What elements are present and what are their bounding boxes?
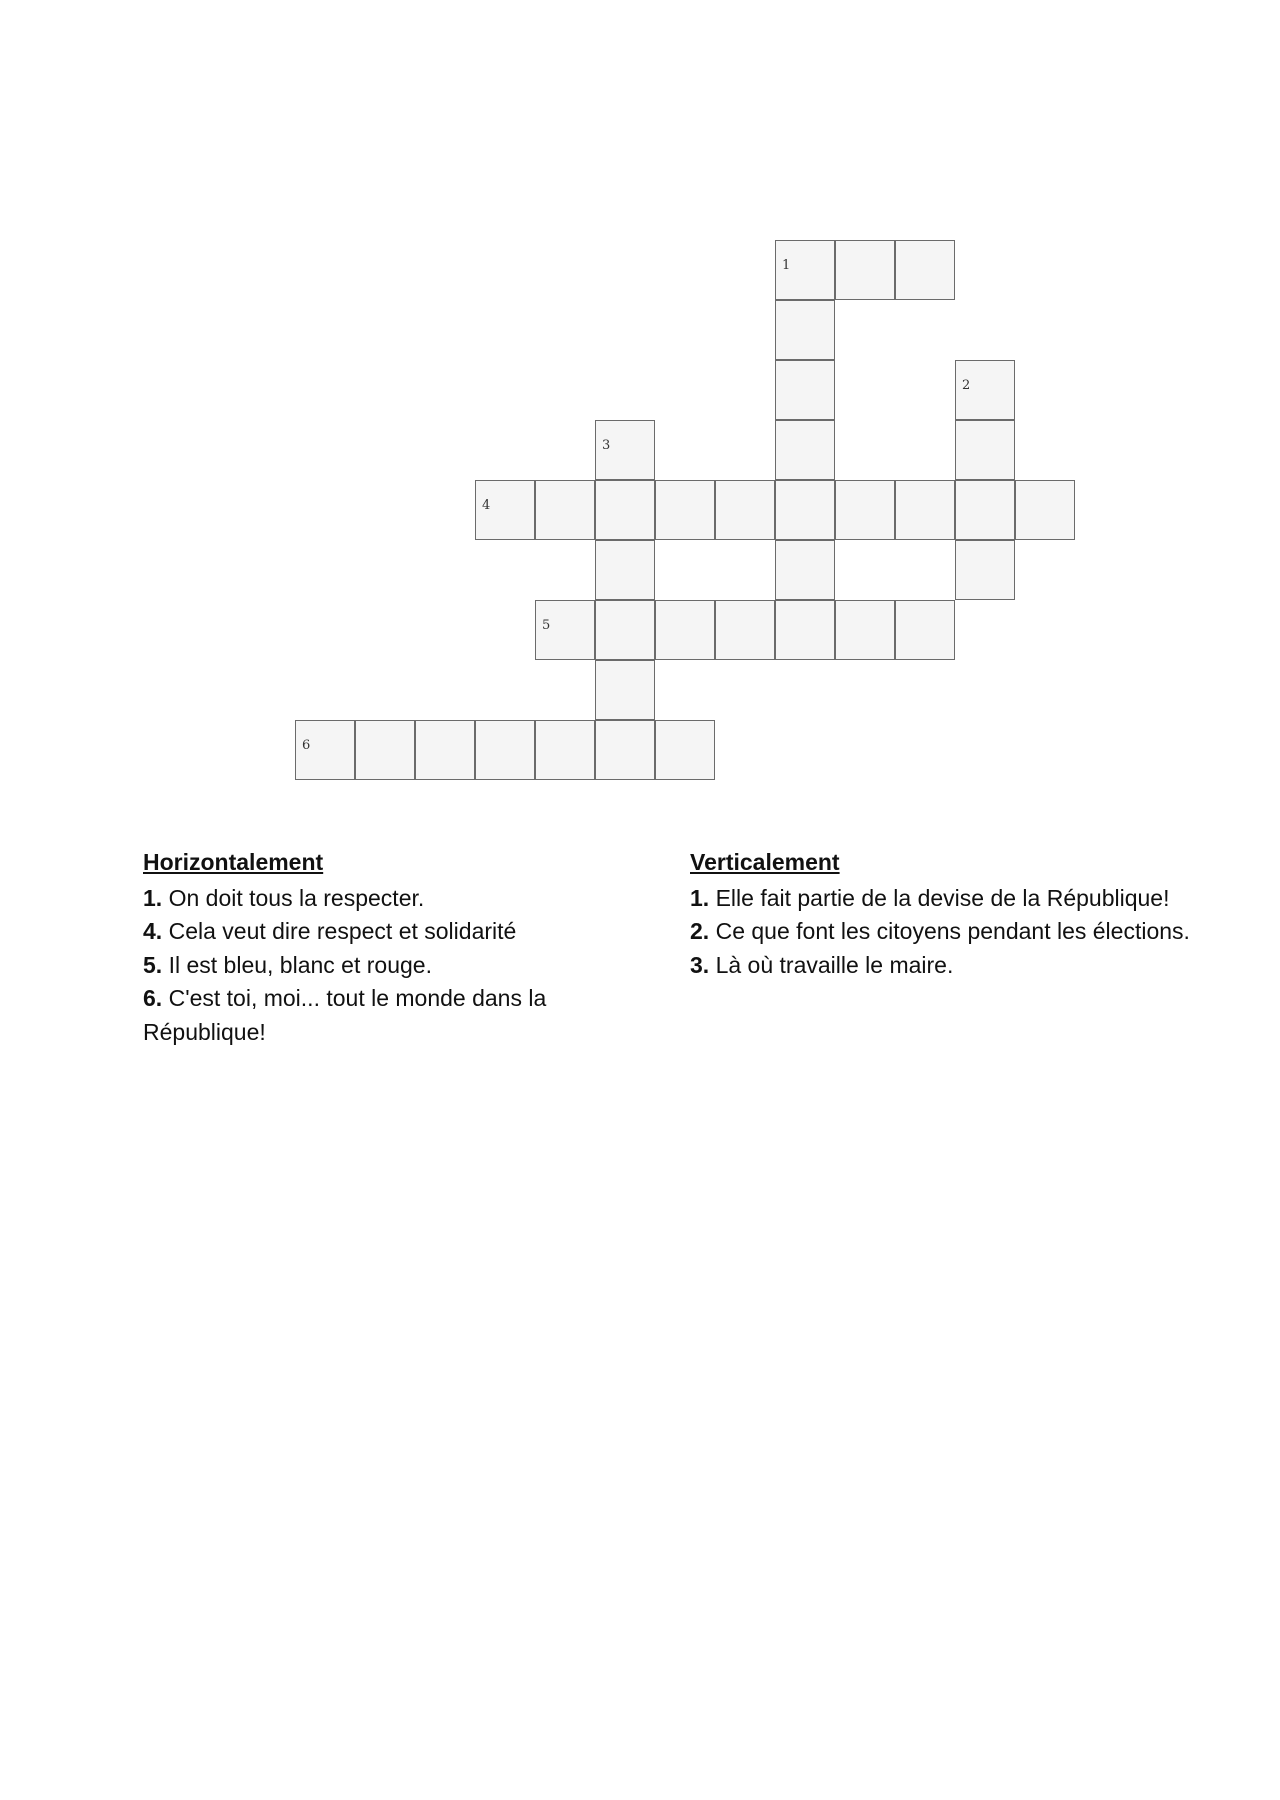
crossword-cell[interactable] — [1015, 480, 1075, 540]
crossword-cell[interactable] — [415, 720, 475, 780]
crossword-cell[interactable] — [535, 720, 595, 780]
crossword-cell[interactable] — [655, 600, 715, 660]
crossword-cell[interactable] — [835, 600, 895, 660]
clue-number: 5. — [143, 951, 163, 978]
vertical-clue — [690, 882, 1270, 916]
crossword-cell[interactable] — [775, 540, 835, 600]
horizontal-clue — [143, 882, 613, 916]
crossword-cell[interactable] — [775, 300, 835, 360]
crossword-grid — [0, 0, 1280, 820]
clue-number: 2. — [690, 918, 710, 944]
horizontal-heading: Horizontalement — [143, 849, 324, 875]
crossword-cell[interactable] — [595, 480, 655, 540]
vertical-clue — [690, 915, 1270, 949]
horizontal-clue — [143, 949, 613, 983]
cell-number: 4 — [482, 498, 491, 513]
crossword-cell[interactable] — [535, 600, 595, 660]
clue-text: Il est bleu, blanc et rouge. — [168, 951, 432, 978]
clue-number: 4. — [143, 918, 163, 944]
crossword-cell[interactable] — [715, 600, 775, 660]
crossword-cell[interactable] — [955, 420, 1015, 480]
crossword-cell[interactable] — [655, 480, 715, 540]
horizontal-clue — [143, 982, 613, 1049]
cell-number: 6 — [302, 738, 311, 753]
vertical-heading: Verticalement — [690, 849, 840, 875]
crossword-cell[interactable] — [595, 720, 655, 780]
crossword-cell[interactable] — [715, 480, 775, 540]
crossword-cell[interactable] — [475, 480, 535, 540]
crossword-cell[interactable] — [595, 600, 655, 660]
clue-number: 1. — [143, 884, 163, 911]
vertical-clues — [690, 846, 1270, 982]
cell-number: 2 — [962, 378, 971, 393]
clue-number: 1. — [690, 884, 710, 911]
crossword-cell[interactable] — [835, 240, 895, 300]
crossword-cell[interactable] — [895, 480, 955, 540]
crossword-cell[interactable] — [595, 660, 655, 720]
crossword-cell[interactable] — [775, 360, 835, 420]
crossword-cell[interactable] — [955, 480, 1015, 540]
clue-text: Là où travaille le maire. — [715, 951, 954, 978]
clue-text: Ce que font les citoyens pendant les élections. — [715, 918, 1190, 944]
clue-text: On doit tous la respecter. — [168, 884, 425, 911]
crossword-cell[interactable] — [835, 480, 895, 540]
crossword-cell[interactable] — [775, 420, 835, 480]
crossword-cell[interactable] — [775, 240, 835, 300]
horizontal-clues — [143, 846, 613, 1049]
crossword-cell[interactable] — [775, 480, 835, 540]
crossword-cell[interactable] — [895, 240, 955, 300]
clue-text: C'est toi, moi... tout le monde dans la République! — [143, 985, 547, 1045]
vertical-clue — [690, 949, 1270, 983]
horizontal-clue — [143, 915, 613, 949]
crossword-cell[interactable] — [595, 420, 655, 480]
clue-number: 3. — [690, 951, 710, 978]
crossword-cell[interactable] — [895, 600, 955, 660]
crossword-cell[interactable] — [775, 600, 835, 660]
clue-number: 6. — [143, 985, 163, 1011]
clue-text: Cela veut dire respect et solidarité — [168, 918, 517, 944]
crossword-cell[interactable] — [355, 720, 415, 780]
clue-text: Elle fait partie de la devise de la République! — [715, 884, 1170, 911]
crossword-cell[interactable] — [595, 540, 655, 600]
crossword-cell[interactable] — [535, 480, 595, 540]
cell-number: 5 — [542, 618, 551, 633]
crossword-cell[interactable] — [475, 720, 535, 780]
crossword-cell[interactable] — [955, 540, 1015, 600]
crossword-cell[interactable] — [295, 720, 355, 780]
crossword-cell[interactable] — [955, 360, 1015, 420]
cell-number: 1 — [782, 258, 791, 273]
cell-number: 3 — [602, 438, 611, 453]
crossword-cell[interactable] — [655, 720, 715, 780]
